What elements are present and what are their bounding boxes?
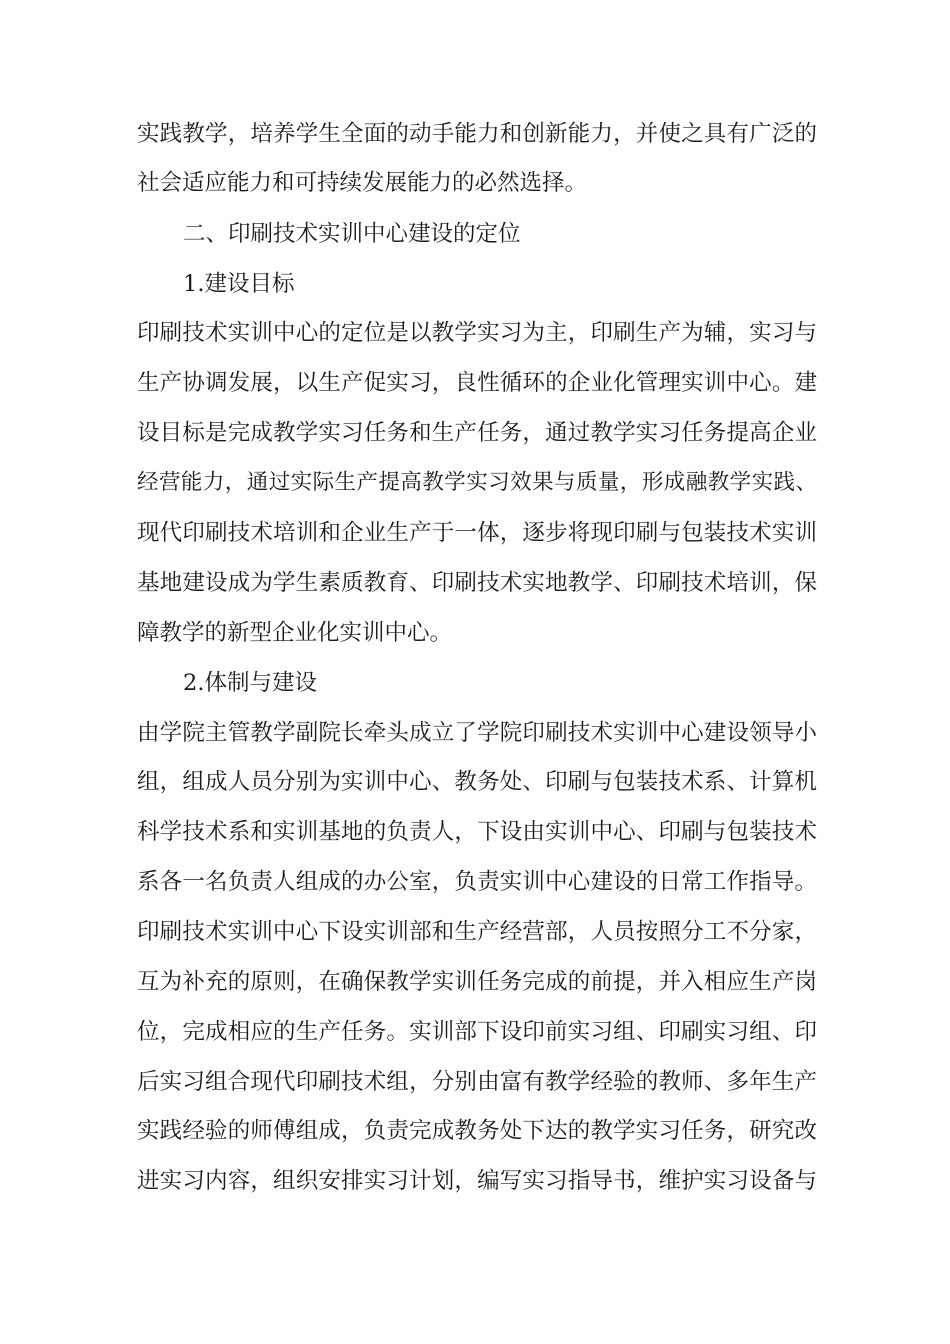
section-heading: 二、印刷技术实训中心建设的定位: [183, 221, 521, 247]
body-text-line: 印刷技术实训中心下设实训部和生产经营部，人员按照分工不分家，: [137, 919, 817, 945]
body-text-line: 现代印刷技术培训和企业生产于一体，逐步将现印刷与包装技术实训: [137, 520, 817, 546]
subsection-heading: 2.体制与建设: [183, 670, 317, 696]
body-text-line: 印刷技术实训中心的定位是以教学实习为主，印刷生产为辅，实习与: [137, 320, 817, 346]
body-text-line: 系各一名负责人组成的办公室，负责实训中心建设的日常工作指导。: [137, 869, 817, 895]
body-text-line: 进实习内容，组织安排实习计划，编写实习指导书，维护实习设备与: [137, 1168, 817, 1194]
body-text-line: 实践教学，培养学生全面的动手能力和创新能力，并使之具有广泛的: [137, 121, 817, 147]
body-text-line: 生产协调发展，以生产促实习，良性循环的企业化管理实训中心。建: [137, 370, 817, 396]
body-text-line: 设目标是完成教学实习任务和生产任务，通过教学实习任务提高企业: [137, 420, 817, 446]
body-text-line: 社会适应能力和可持续发展能力的必然选择。: [137, 170, 588, 196]
body-text-line: 经营能力，通过实际生产提高教学实习效果与质量，形成融教学实践、: [137, 470, 817, 495]
body-text-line: 实践经验的师傅组成，负责完成教务处下达的教学实习任务，研究改: [137, 1118, 817, 1144]
body-text-line: 障教学的新型企业化实训中心。: [137, 620, 453, 646]
subsection-heading: 1.建设目标: [183, 271, 295, 297]
body-text-line: 由学院主管教学副院长牵头成立了学院印刷技术实训中心建设领导小: [137, 720, 817, 746]
body-text-line: 互为补充的原则，在确保教学实训任务完成的前提，并入相应生产岗: [137, 969, 817, 995]
body-text-line: 后实习组合现代印刷技术组，分别由富有教学经验的教师、多年生产: [137, 1069, 817, 1095]
body-text-line: 位，完成相应的生产任务。实训部下设印前实习组、印刷实习组、印: [137, 1019, 817, 1045]
body-text-line: 基地建设成为学生素质教育、印刷技术实地教学、印刷技术培训，保: [137, 570, 817, 596]
body-text-line: 组，组成人员分别为实训中心、教务处、印刷与包装技术系、计算机: [137, 769, 817, 795]
body-text-line: 科学技术系和实训基地的负责人，下设由实训中心、印刷与包装技术: [137, 819, 817, 845]
